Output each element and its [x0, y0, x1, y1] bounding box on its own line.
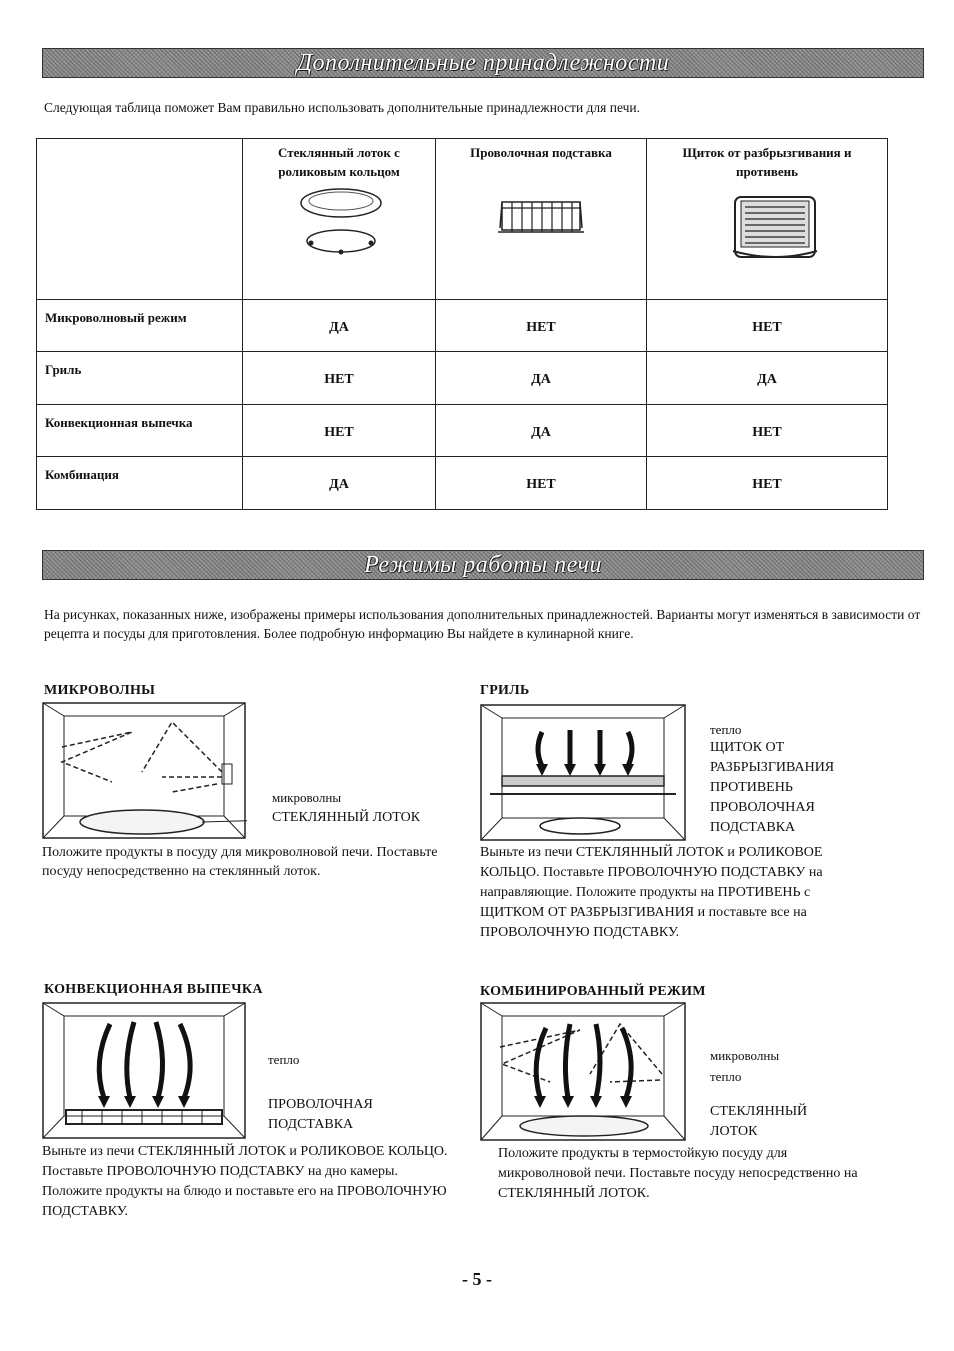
cell-value: НЕТ	[243, 352, 436, 405]
label-splash-guard-1: ЩИТОК ОТ	[710, 740, 785, 755]
column-header-glass-tray	[243, 139, 436, 300]
heading-microwave: МИКРОВОЛНЫ	[44, 683, 156, 698]
combination-diagram	[480, 1002, 687, 1142]
wire-rack-icon	[436, 162, 646, 272]
table-row	[37, 352, 888, 405]
cell-value: ДА	[243, 457, 436, 510]
column-label: Щиток от разбрызгивания и противень	[682, 145, 852, 179]
row-label: Гриль	[37, 352, 243, 405]
convection-text: Выньте из печи СТЕКЛЯННЫЙ ЛОТОК и РОЛИКОВОЕ КОЛЬЦО. Поставьте ПРОВОЛОЧНУЮ ПОДСТАВКУ на дно камеры. Положите продукты на блюдо и поставьте его на ПРОВОЛОЧНУЮ ПОДСТАВКУ.	[42, 1144, 448, 1219]
microwave-diagram	[42, 702, 247, 840]
convection-diagram	[42, 1002, 247, 1140]
cell-value: НЕТ	[647, 300, 888, 352]
label-glass-tray: СТЕКЛЯННЫЙ ЛОТОК	[272, 810, 421, 825]
grill-diagram	[480, 704, 687, 842]
label-glass-tray-2: ЛОТОК	[710, 1124, 758, 1139]
column-label: Стеклянный лоток с роликовым кольцом	[278, 145, 400, 179]
section-banner-modes	[42, 550, 924, 580]
grill-text: Выньте из печи СТЕКЛЯННЫЙ ЛОТОК и РОЛИКОВОЕ КОЛЬЦО. Поставьте ПРОВОЛОЧНУЮ ПОДСТАВКУ на направляющие. Положите продукты на ПРОТИВЕНЬ с ЩИТКОМ ОТ РАЗБРЫЗГИВАНИЯ и поставьте все на ПРОВОЛОЧНУЮ ПОДСТАВКУ.	[480, 845, 823, 940]
microwave-text: Положите продукты в посуду для микроволновой печи. Поставьте посуду непосредственно на стеклянный лоток.	[42, 845, 438, 879]
section-title-accessories: Дополнительные принадлежности	[296, 50, 670, 76]
label-wire-rack-2: ПОДСТАВКА	[710, 820, 796, 835]
label-splash-guard-2: РАЗБРЫЗГИВАНИЯ	[710, 760, 835, 775]
label-heat: тепло	[268, 1052, 300, 1067]
cell-value: ДА	[436, 405, 647, 457]
combination-text: Положите продукты в термостойкую посуду для микроволновой печи. Поставьте посуду непосредственно на СТЕКЛЯННЫЙ ЛОТОК.	[498, 1146, 858, 1201]
section-banner-accessories	[42, 48, 924, 78]
cell-value: НЕТ	[243, 405, 436, 457]
column-label: Проволочная подставка	[470, 145, 612, 160]
table-row	[37, 457, 888, 510]
cell-value: ДА	[436, 352, 647, 405]
splash-guard-tray-icon	[647, 181, 887, 271]
table-row	[37, 300, 888, 352]
table-row	[37, 405, 888, 457]
row-label: Конвекционная выпечка	[37, 405, 243, 457]
label-wire-rack-2: ПОДСТАВКА	[268, 1117, 354, 1132]
label-wire-rack-1: ПРОВОЛОЧНАЯ	[710, 800, 815, 815]
cell-value: НЕТ	[647, 457, 888, 510]
heading-combination: КОМБИНИРОВАННЫЙ РЕЖИМ	[480, 984, 706, 999]
row-label: Микроволновый режим	[37, 300, 243, 352]
label-heat: тепло	[710, 722, 742, 737]
glass-tray-icon	[243, 181, 435, 271]
modes-intro: На рисунках, показанных ниже, изображены примеры использования дополнительных принадлежностей. Варианты могут изменяться в зависимости от рецепта и посуды для приготовления. Более подробную информацию Вы найдете в кулинарной книге.	[44, 607, 921, 641]
label-wire-rack-1: ПРОВОЛОЧНАЯ	[268, 1097, 373, 1112]
label-heat: тепло	[710, 1069, 742, 1084]
accessories-intro: Следующая таблица поможет Вам правильно использовать дополнительные принадлежности для печи.	[44, 100, 641, 115]
section-title-modes: Режимы работы печи	[364, 552, 602, 578]
cell-value: ДА	[243, 300, 436, 352]
label-microwaves: микроволны	[272, 790, 342, 805]
table-corner-cell	[37, 139, 243, 300]
column-header-splash-guard	[647, 139, 888, 300]
row-label: Комбинация	[37, 457, 243, 510]
heading-grill: ГРИЛЬ	[480, 683, 530, 698]
accessories-table	[36, 138, 888, 510]
cell-value: НЕТ	[436, 457, 647, 510]
label-glass-tray-1: СТЕКЛЯННЫЙ	[710, 1104, 808, 1119]
label-tray: ПРОТИВЕНЬ	[710, 780, 793, 795]
column-header-wire-rack	[436, 139, 647, 300]
cell-value: НЕТ	[436, 300, 647, 352]
heading-convection: КОНВЕКЦИОННАЯ ВЫПЕЧКА	[44, 982, 263, 997]
cell-value: НЕТ	[647, 405, 888, 457]
page-number: - 5 -	[462, 1269, 492, 1289]
label-microwaves: микроволны	[710, 1048, 780, 1063]
cell-value: ДА	[647, 352, 888, 405]
